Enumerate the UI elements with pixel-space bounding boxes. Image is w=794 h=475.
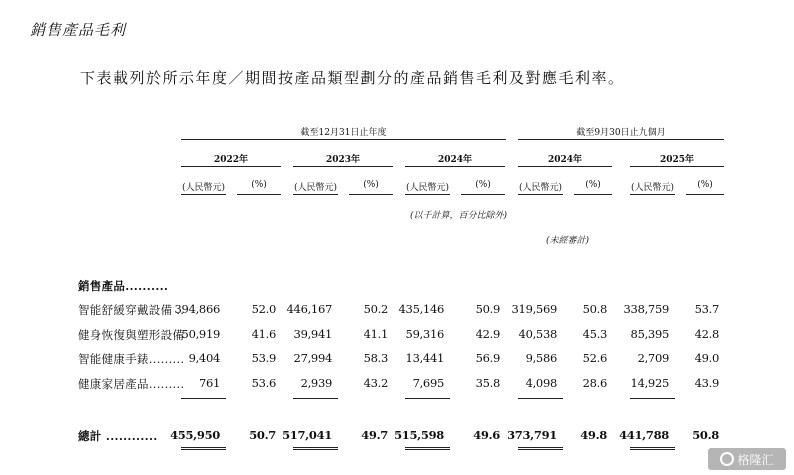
cell-value: 41.1 (363, 327, 388, 341)
cell-value: 761 (198, 376, 220, 390)
total-value: 517,041 (282, 428, 332, 442)
unit-pct: (%) (251, 180, 267, 190)
year-header: 2024年 (437, 155, 473, 165)
row-label: 智能健康手錶......... (78, 352, 185, 366)
cell-value: 53.7 (694, 302, 719, 316)
cell-value: 7,695 (412, 376, 444, 390)
year-rule (518, 166, 612, 167)
unit-rule (349, 194, 393, 195)
total-value: 49.6 (473, 428, 500, 442)
cell-value: 50,919 (181, 327, 220, 341)
subtotal-rule (181, 398, 226, 399)
total-value: 373,791 (507, 428, 557, 442)
unit-rule (518, 194, 563, 195)
cell-value: 9,404 (188, 351, 220, 365)
cell-value: 85,395 (630, 327, 669, 341)
unit-amount: (人民幣元) (518, 183, 563, 193)
unit-rule (461, 194, 505, 195)
unit-pct: (%) (363, 180, 379, 190)
total-label: 總計 ............ (78, 429, 158, 443)
total-double-rule (405, 447, 450, 450)
cell-value: 42.9 (475, 327, 500, 341)
year-rule (405, 166, 505, 167)
cell-value: 50.2 (363, 302, 388, 316)
total-double-rule (630, 447, 675, 450)
cell-value: 14,925 (630, 376, 669, 390)
cell-value: 49.0 (694, 351, 719, 365)
watermark (708, 448, 786, 470)
unit-rule (574, 194, 612, 195)
group-header-period: 截至9月30日止九個月 (576, 128, 666, 138)
unit-amount: (人民幣元) (630, 183, 675, 193)
total-value: 515,598 (394, 428, 444, 442)
row-label: 智能舒緩穿戴設備 .. (78, 303, 185, 317)
year-header: 2024年 (547, 155, 583, 165)
cell-value: 52.0 (251, 302, 276, 316)
cell-value: 50.9 (475, 302, 500, 316)
cell-value: 53.9 (251, 351, 276, 365)
cell-value: 41.6 (251, 327, 276, 341)
row-label: 健康家居產品......... (78, 377, 185, 391)
cell-value: 2,939 (300, 376, 332, 390)
unit-amount: (人民幣元) (405, 183, 450, 193)
group-rule-year (181, 139, 506, 140)
row-label: 健身恢復與塑形設備 (78, 328, 185, 342)
total-value: 49.8 (580, 428, 607, 442)
cell-value: 42.8 (694, 327, 719, 341)
total-value: 455,950 (170, 428, 220, 442)
cell-value: 52.6 (582, 351, 607, 365)
cell-value: 40,538 (518, 327, 557, 341)
cell-value: 435,146 (398, 302, 444, 316)
note-thousand: (以千計算，百分比除外) (410, 211, 508, 221)
cell-value: 319,569 (511, 302, 557, 316)
subtotal-rule (518, 398, 563, 399)
cell-value: 43.2 (363, 376, 388, 390)
subtotal-rule (630, 398, 675, 399)
group-header-year: 截至12月31日止年度 (300, 128, 387, 138)
intro-text: 下表載列於所示年度／期間按產品類型劃分的產品銷售毛利及對應毛利率。 (80, 69, 625, 87)
cell-value: 59,316 (405, 327, 444, 341)
year-rule (293, 166, 393, 167)
watermark-text: 格隆汇 (737, 452, 774, 467)
cell-value: 338,759 (623, 302, 669, 316)
cell-value: 43.9 (694, 376, 719, 390)
subtotal-rule (405, 398, 450, 399)
section-label: 銷售產品.......... (78, 279, 169, 293)
section-title: 銷售產品毛利 (30, 21, 127, 39)
cell-value: 13,441 (405, 351, 444, 365)
unit-pct: (%) (697, 180, 713, 190)
total-value: 441,788 (619, 428, 669, 442)
cell-value: 9,586 (525, 351, 557, 365)
year-rule (181, 166, 281, 167)
unit-pct: (%) (585, 180, 601, 190)
subtotal-rule (293, 398, 338, 399)
cell-value: 4,098 (525, 376, 557, 390)
cell-value: 446,167 (286, 302, 332, 316)
total-value: 49.7 (361, 428, 388, 442)
unit-rule (181, 194, 226, 195)
cell-value: 27,994 (293, 351, 332, 365)
year-header: 2022年 (213, 155, 249, 165)
unit-amount: (人民幣元) (181, 183, 226, 193)
total-double-rule (518, 447, 563, 450)
cell-value: 28.6 (582, 376, 607, 390)
year-header: 2025年 (659, 155, 695, 165)
total-double-rule (181, 447, 226, 450)
total-double-rule (293, 447, 338, 450)
group-rule-period (518, 139, 724, 140)
unit-rule (630, 194, 675, 195)
cell-value: 2,709 (637, 351, 669, 365)
unit-rule (293, 194, 338, 195)
unit-rule (405, 194, 450, 195)
unit-amount: (人民幣元) (293, 183, 338, 193)
cell-value: 45.3 (582, 327, 607, 341)
cell-value: 56.9 (475, 351, 500, 365)
cell-value: 35.8 (475, 376, 500, 390)
note-unaudited: (未經審計) (546, 236, 590, 246)
year-header: 2023年 (325, 155, 361, 165)
cell-value: 53.6 (251, 376, 276, 390)
year-rule (630, 166, 724, 167)
cell-value: 39,941 (293, 327, 332, 341)
cell-value: 50.8 (582, 302, 607, 316)
unit-pct: (%) (475, 180, 491, 190)
watermark-logo-icon (720, 452, 734, 466)
cell-value: 58.3 (363, 351, 388, 365)
total-value: 50.7 (249, 428, 276, 442)
total-value: 50.8 (692, 428, 719, 442)
cell-value: 394,866 (174, 302, 220, 316)
unit-rule (686, 194, 724, 195)
unit-rule (237, 194, 281, 195)
